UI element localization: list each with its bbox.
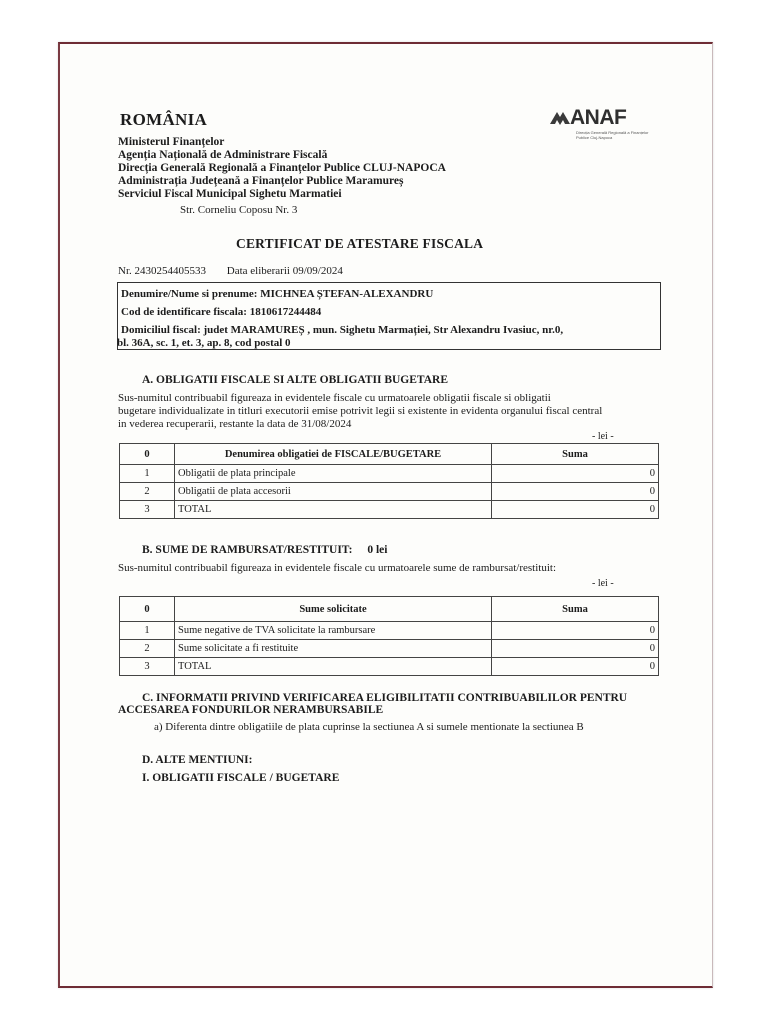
section-a-text-line1: Sus-numitul contribuabil figureaza in evidentele fiscale cu urmatoarele obligatii fiscale si obligatii [118, 392, 551, 404]
table-header-cell: 0 [120, 444, 175, 465]
section-a-table [119, 443, 659, 519]
institution-line-fiscal-service: Serviciul Fiscal Municipal Sighetu Marmatiei [118, 188, 342, 200]
table-cell-label: TOTAL [175, 501, 492, 519]
section-c-heading-line1: C. INFORMATII PRIVIND VERIFICAREA ELIGIBILITATII CONTRIBUABILILOR PENTRU [142, 692, 628, 704]
table-cell-amount: 0 [492, 622, 659, 640]
section-d-subheading: I. OBLIGATII FISCALE / BUGETARE [142, 772, 340, 784]
section-a-text-line2: bugetare individualizate in titluri executorii emise potrivit legii si existente in evidenta organului fiscal central [118, 405, 603, 417]
section-a-heading: A. OBLIGATII FISCALE SI ALTE OBLIGATII BUGETARE [142, 374, 449, 386]
table-cell-label: Sume solicitate a fi restituite [175, 640, 492, 658]
table-row [120, 501, 659, 519]
taxpayer-address-line1: Domiciliul fiscal: judet MARAMUREȘ , mun. Sighetu Marmației, Str Alexandru Ivasiuc, nr.0, [121, 324, 564, 336]
section-a-text-line3: in vederea recuperarii, restante la data de 31/08/2024 [118, 418, 352, 430]
taxpayer-name: Denumire/Nume si prenume: MICHNEA ȘTEFAN-ALEXANDRU [121, 288, 434, 300]
institution-line-dgrfp: Direcția Generală Regională a Finanțelor Publice CLUJ-NAPOCA [118, 162, 446, 174]
taxpayer-cif: Cod de identificare fiscala: 1810617244484 [121, 306, 322, 318]
table-cell-index: 2 [120, 640, 175, 658]
table-row [120, 622, 659, 640]
table-cell-amount: 0 [492, 640, 659, 658]
table-row [120, 483, 659, 501]
institution-line-ministry: Ministerul Finanțelor [118, 136, 225, 148]
table-row [120, 465, 659, 483]
table-cell-amount: 0 [492, 483, 659, 501]
table-cell-index: 2 [120, 483, 175, 501]
table-cell-label: Sume negative de TVA solicitate la rambursare [175, 622, 492, 640]
table-cell-label: Obligatii de plata principale [175, 465, 492, 483]
certificate-page [58, 42, 713, 988]
section-d-heading: D. ALTE MENTIUNI: [142, 754, 253, 766]
section-b-heading [142, 544, 387, 556]
section-b-unit: - lei - [592, 578, 614, 589]
anaf-logo-text: ANAF [570, 106, 627, 129]
section-b-table [119, 596, 659, 676]
table-header-cell: Denumirea obligatiei de FISCALE/BUGETARE [175, 444, 492, 465]
section-b-text: Sus-numitul contribuabil figureaza in evidentele fiscale cu urmatoarele sume de rambursat/restituit: [118, 562, 557, 574]
section-c-heading [118, 692, 678, 716]
anaf-logo [548, 106, 658, 146]
section-b-total: 0 lei [367, 544, 388, 556]
anaf-logo-subtitle: Direcția Generală Regională a Finanțelor Publice Cluj-Napoca [576, 130, 649, 140]
table-cell-label: TOTAL [175, 658, 492, 676]
section-c-item-a: a) Diferenta dintre obligatiile de plata cuprinse la sectiunea A si sumele mentionate la sectiunea B [154, 721, 584, 733]
taxpayer-box [117, 282, 661, 350]
table-cell-index: 1 [120, 622, 175, 640]
table-header-cell: 0 [120, 597, 175, 622]
issue-date: Data eliberarii 09/09/2024 [226, 265, 343, 277]
taxpayer-address-line2: bl. 36A, sc. 1, et. 3, ap. 8, cod postal 0 [117, 337, 291, 349]
section-b-title: B. SUME DE RAMBURSAT/RESTITUIT: [142, 544, 353, 556]
table-cell-index: 3 [120, 501, 175, 519]
table-cell-index: 1 [120, 465, 175, 483]
table-cell-label: Obligatii de plata accesorii [175, 483, 492, 501]
table-cell-amount: 0 [492, 658, 659, 676]
table-row [120, 658, 659, 676]
country-heading: ROMÂNIA [120, 110, 208, 129]
table-row [120, 640, 659, 658]
document-number-line [118, 265, 361, 277]
anaf-emblem-icon [548, 108, 572, 130]
table-cell-index: 3 [120, 658, 175, 676]
table-header-cell: Suma [492, 444, 659, 465]
table-header-cell: Sume solicitate [175, 597, 492, 622]
document-number: Nr. 2430254405533 [118, 265, 206, 277]
institution-line-ajfp: Administrația Județeană a Finanțelor Publice Maramureș [118, 175, 404, 187]
section-a-unit: - lei - [592, 431, 614, 442]
table-header-cell: Suma [492, 597, 659, 622]
table-cell-amount: 0 [492, 465, 659, 483]
table-header-row [120, 597, 659, 622]
institution-line-anaf: Agenția Națională de Administrare Fiscală [118, 149, 328, 161]
table-header-row [120, 444, 659, 465]
institution-address: Str. Corneliu Coposu Nr. 3 [180, 204, 298, 216]
table-cell-amount: 0 [492, 501, 659, 519]
section-c-heading-line2: ACCESAREA FONDURILOR NERAMBURSABILE [118, 704, 384, 716]
document-title: CERTIFICAT DE ATESTARE FISCALA [236, 236, 484, 251]
